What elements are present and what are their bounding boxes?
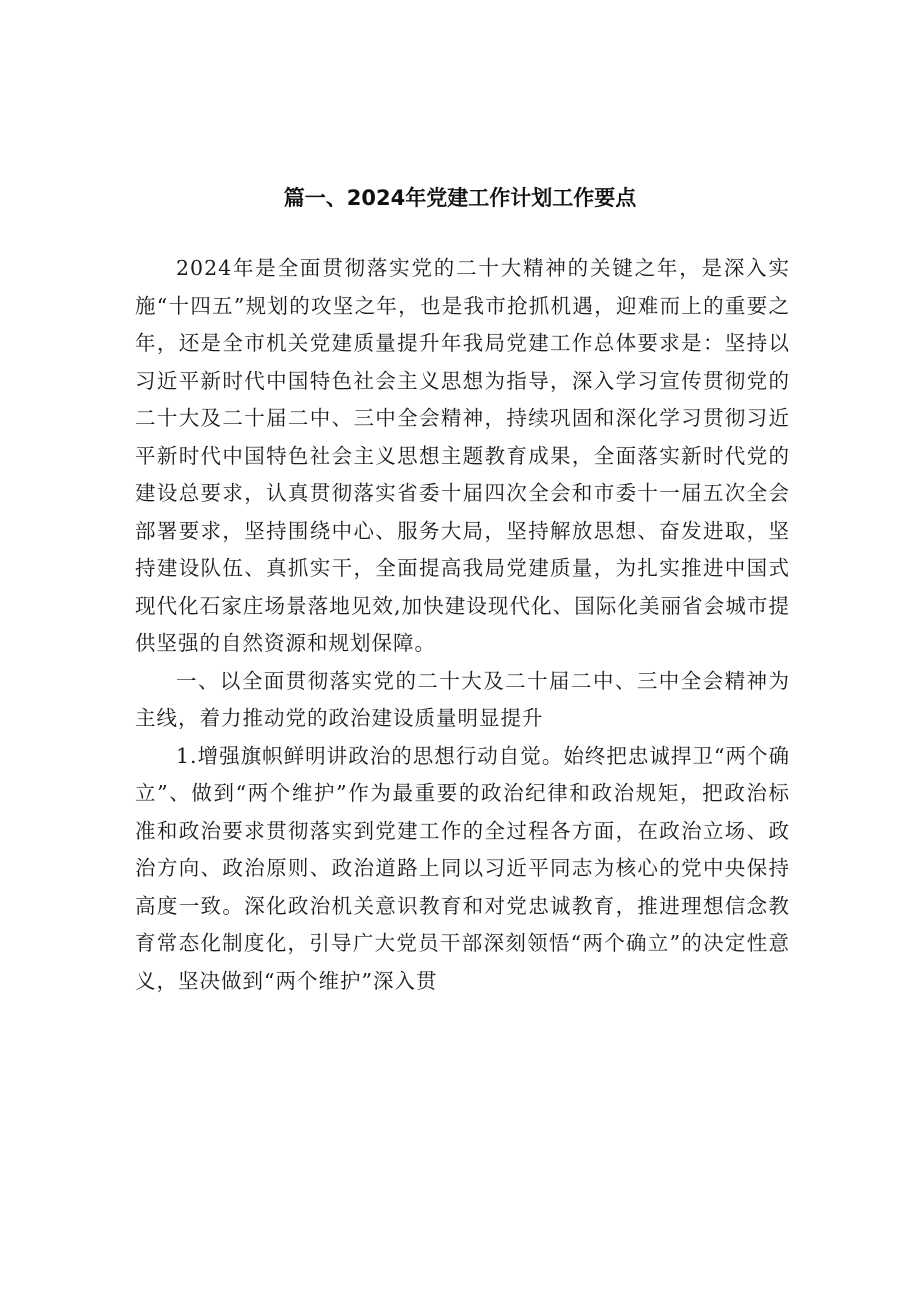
paragraph-intro: 2024年是全面贯彻落实党的二十大精神的关键之年，是深入实施“十四五”规划的攻坚之年，也是我市抢抓机遇，迎难而上的重要之年，还是全市机关党建质量提升年我局党建工作总体要求是：坚持以习近平新时代中国特色社会主义思想为指导，深入学习宣传贯彻党的二十大及二十届二中、三中全会精神，持续巩固和深化学习贯彻习近平新时代中国特色社会主义思想主题教育成果，全面落实新时代党的建设总要求，认真贯彻落实省委十届四次全会和市委十一届五次全会部署要求，坚持围绕中心、服务大局，坚持解放思想、奋发进取，坚持建设队伍、真抓实干，全面提高我局党建质量，为扎实推进中国式现代化石家庄场景落地见效,加快建设现代化、国际化美丽省会城市提供坚强的自然资源和规划保障。 <box>135 256 790 655</box>
paragraph-item-1: 1.增强旗帜鲜明讲政治的思想行动自觉。始终把忠诚捍卫“两个确立”、做到“两个维护”作为最重要的政治纪律和政治规矩，把政治标准和政治要求贯彻落实到党建工作的全过程各方面，在政治立场、政治方向、政治原则、政治道路上同以习近平同志为核心的党中央保持高度一致。深化政治机关意识教育和对党忠诚教育，推进理想信念教育常态化制度化，引导广大党员干部深刻领悟“两个确立”的决定性意义，坚决做到“两个维护”深入贯 <box>135 743 790 993</box>
document-body <box>135 250 790 1000</box>
document-title: 篇一、2024年党建工作计划工作要点 <box>283 186 637 210</box>
section-heading-1: 一、以全面贯彻落实党的二十大及二十届二中、三中全会精神为主线，着力推动党的政治建设质量明显提升 <box>135 668 790 730</box>
